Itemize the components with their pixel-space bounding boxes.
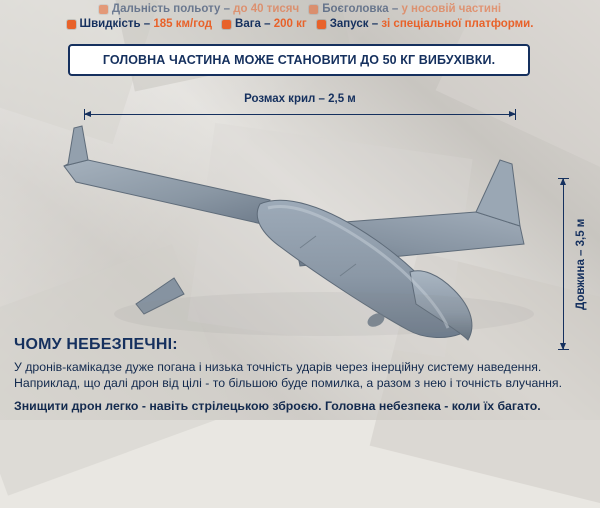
explanation-conclusion: Знищити дрон легко - навіть стрілецькою зброєю. Головна небезпека - коли їх багато. — [14, 398, 541, 413]
spec-separator: – — [371, 18, 379, 31]
warning-callout — [68, 44, 530, 76]
spec-value-range: до 40 тисяч — [233, 3, 300, 15]
spec-row-1 — [6, 3, 594, 16]
spec-label-warhead: Боєголовка — [322, 3, 389, 15]
spec-label-range: Дальність польоту — [111, 3, 221, 15]
spec-value-warhead: у носовій частині — [401, 3, 502, 15]
square-bullet-icon — [222, 20, 231, 29]
spec-row-2 — [6, 18, 594, 31]
square-bullet-icon — [317, 20, 326, 29]
square-bullet-icon — [67, 20, 76, 29]
spec-separator: – — [143, 18, 151, 31]
wingspan-dimension-line — [84, 114, 516, 115]
wingspan-label: Розмах крил – 2,5 м — [244, 93, 356, 105]
square-bullet-icon — [99, 5, 108, 14]
spec-separator: – — [391, 3, 399, 15]
spec-item-launch — [317, 18, 534, 31]
warning-text: ГОЛОВНА ЧАСТИНА МОЖЕ СТАНОВИТИ ДО 50 КГ ВИБУХІВКИ. — [102, 53, 496, 67]
drone-illustration — [24, 108, 544, 343]
explanation-block — [14, 336, 586, 414]
spec-list — [0, 0, 600, 33]
spec-value-launch: зі спеціальної платформи. — [381, 18, 534, 31]
spec-item-speed — [67, 18, 213, 31]
length-dimension-line — [563, 178, 564, 350]
spec-label-speed: Швидкість — [79, 18, 141, 31]
spec-item-range — [99, 3, 299, 16]
spec-label-launch: Запуск — [329, 18, 369, 31]
explanation-paragraph: У дронів-камікадзе дуже погана і низька точність ударів через інерційну систему наведення. Наприклад, що далі дрон від цілі - то більшою буде помилка, а разом з нею і точність влучання. — [14, 359, 562, 391]
spec-value-speed: 185 км/год — [153, 18, 213, 31]
length-label: Довжина – 3,5 м — [575, 218, 587, 310]
square-bullet-icon — [309, 5, 318, 14]
arrow-up-icon — [560, 178, 566, 185]
spec-item-warhead — [309, 3, 501, 16]
explanation-heading: ЧОМУ НЕБЕЗПЕЧНІ: — [14, 335, 178, 353]
arrow-right-icon — [509, 111, 516, 117]
spec-separator: – — [223, 3, 230, 15]
arrow-left-icon — [84, 111, 91, 117]
spec-value-weight: 200 кг — [273, 18, 307, 31]
spec-item-weight — [222, 18, 307, 31]
spec-label-weight: Вага — [235, 18, 261, 31]
spec-separator: – — [264, 18, 271, 31]
